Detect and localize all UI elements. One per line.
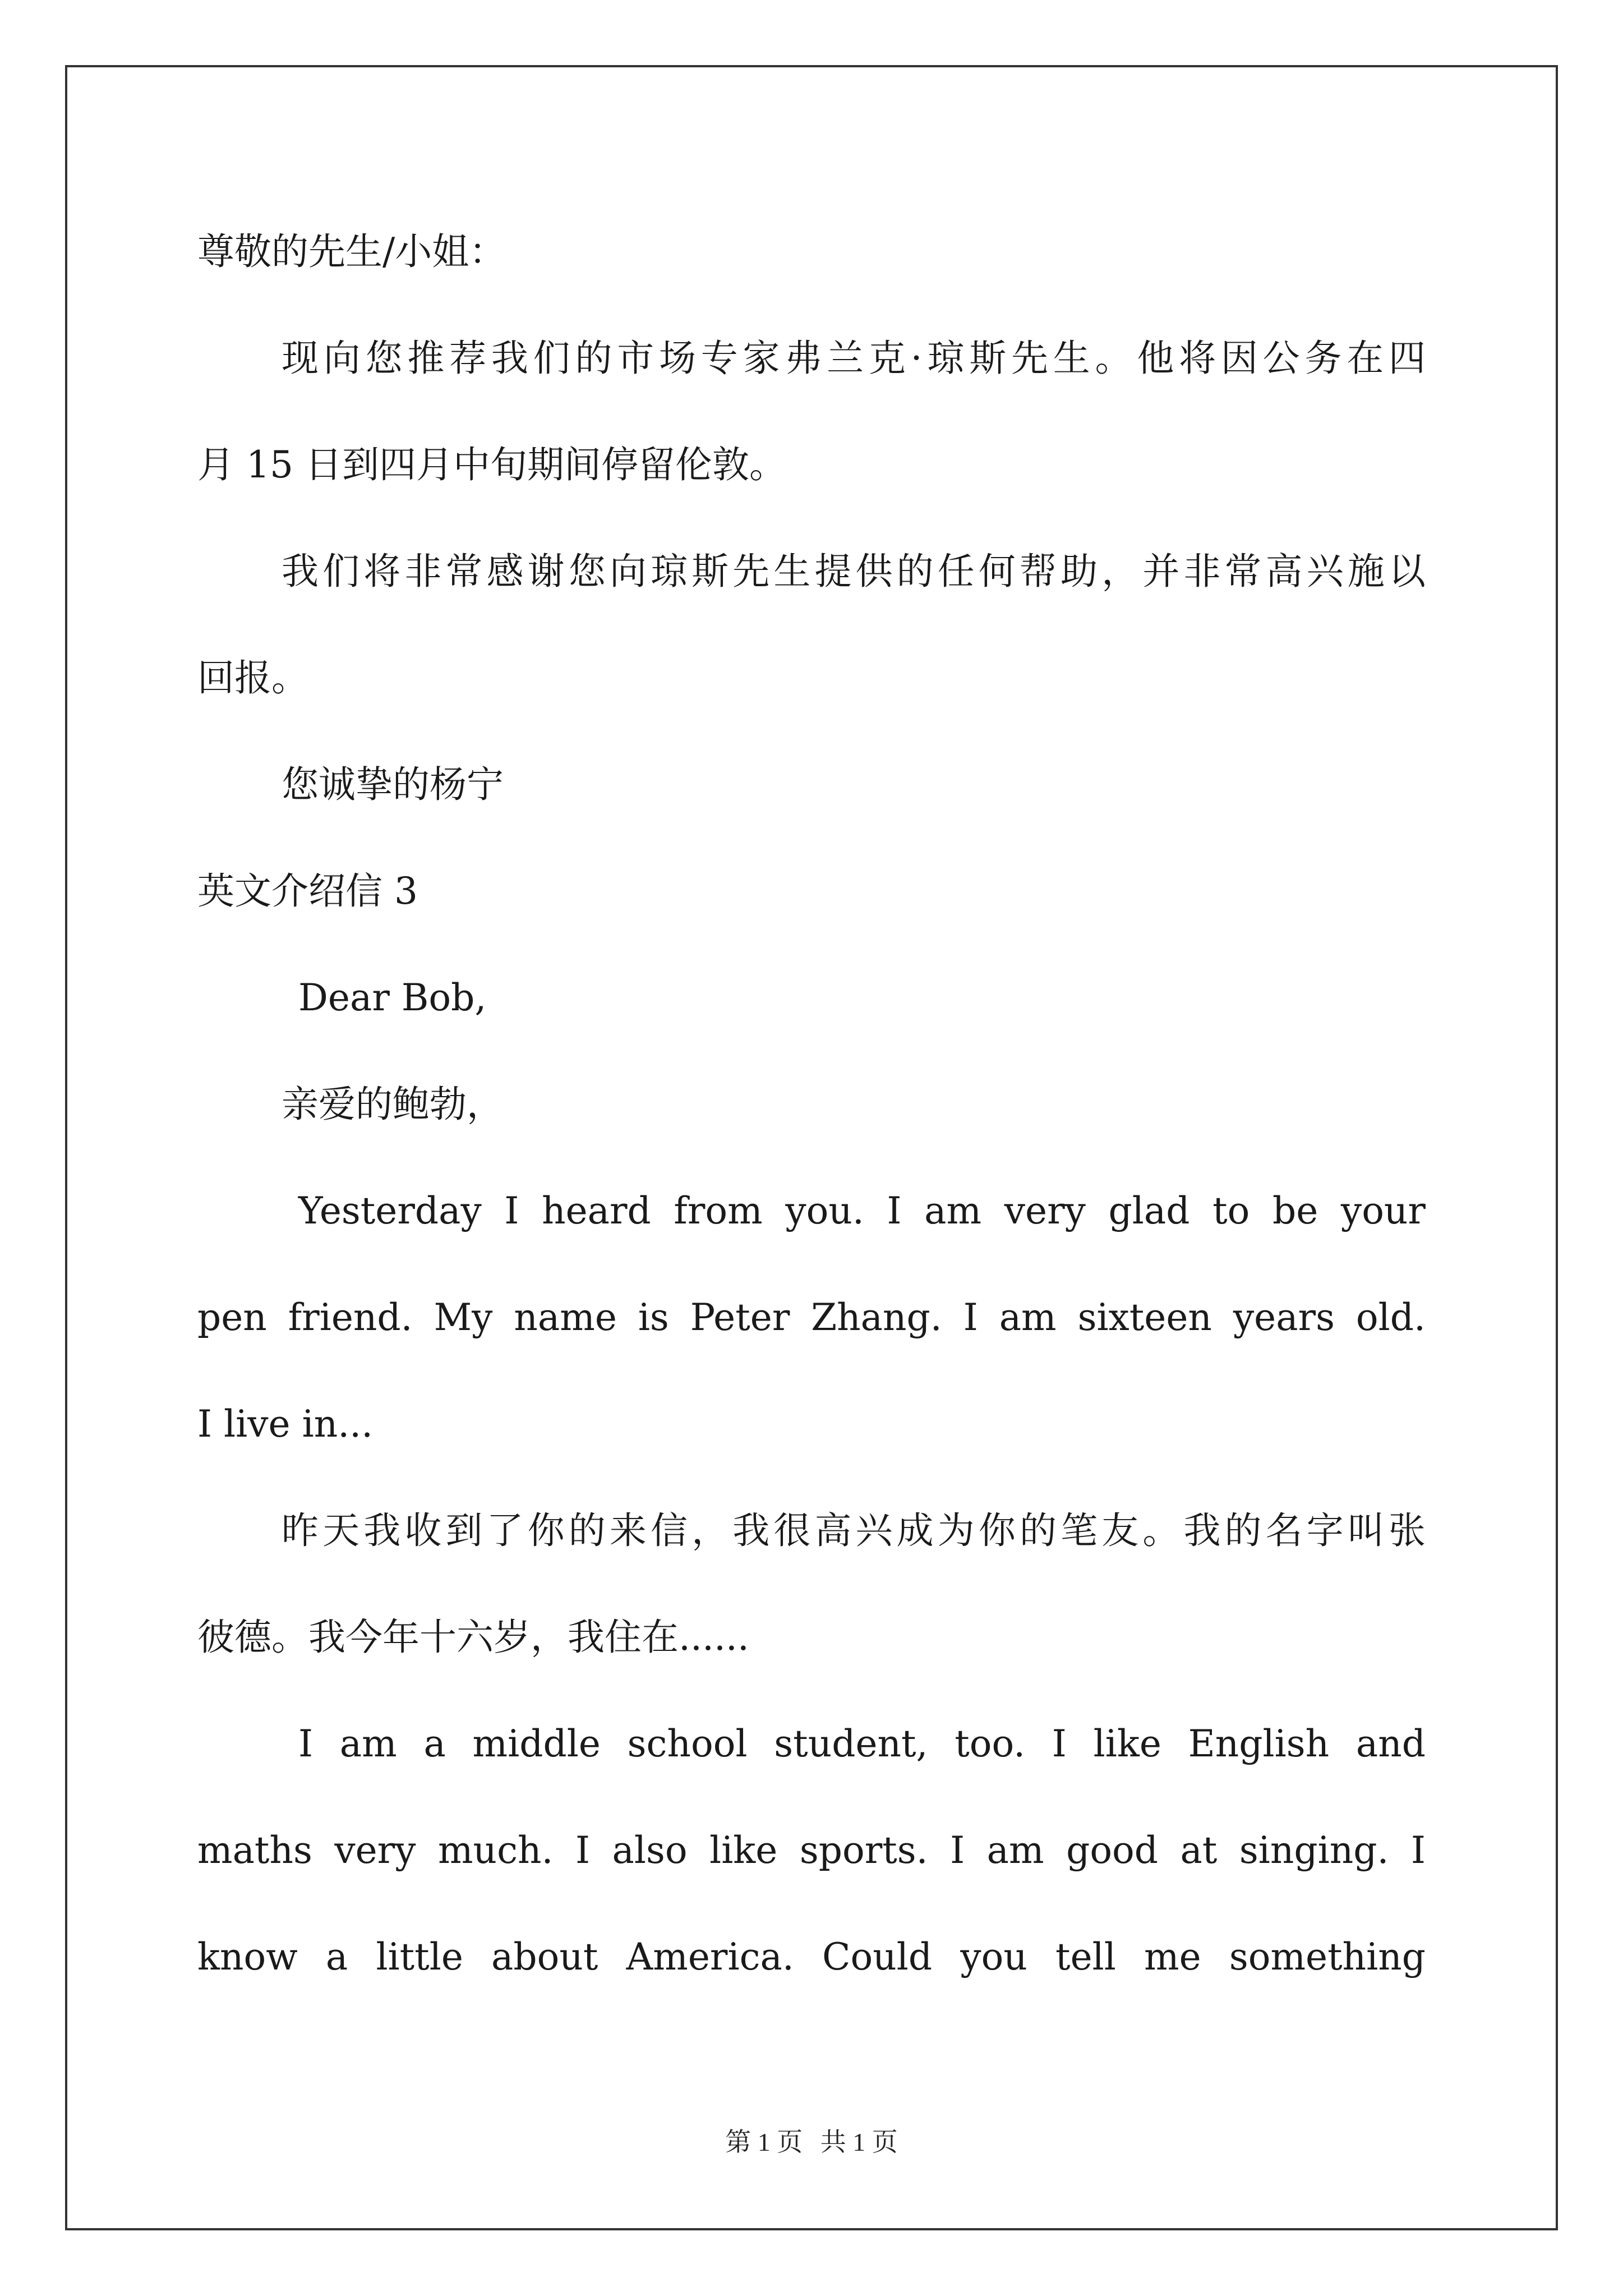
page-footer [0,2129,1623,2155]
page-border [65,65,1558,2230]
paragraph-line: pen friend. My name is Peter Zhang. I am sixteen years old. [197,1296,1426,1339]
section-heading: 英文介绍信 3 [197,869,418,913]
salutation: 尊敬的先生/小姐： [197,230,506,273]
paragraph-line: know a little about America. Could you tell me something [197,1935,1426,1978]
paragraph-line: 回报。 [197,656,308,700]
paragraph-line: 昨天我收到了你的来信，我很高兴成为你的笔友。我的名字叫张 [282,1509,1426,1552]
paragraph-line: Yesterday I heard from you. I am very glad to be your [298,1189,1426,1232]
paragraph-line: 彼德。我今年十六岁，我住在...... [197,1616,749,1659]
greeting-chinese: 亲爱的鲍勃， [282,1083,504,1126]
paragraph-line: 现向您推荐我们的市场专家弗兰克·琼斯先生。他将因公务在四 [282,337,1426,380]
paragraph-line: 月 15 日到四月中旬期间停留伦敦。 [197,443,786,486]
greeting-english: Dear Bob, [298,976,487,1019]
page-number: 第 1 页 [725,2128,803,2156]
closing-signature: 您诚挚的杨宁 [282,763,504,806]
page-count: 共 1 页 [820,2128,898,2156]
paragraph-line: I am a middle school student, too. I like English and [298,1722,1426,1765]
paragraph-line: I live in... [197,1402,374,1446]
paragraph-line: maths very much. I also like sports. I am good at singing. I [197,1829,1426,1872]
paragraph-line: 我们将非常感谢您向琼斯先生提供的任何帮助，并非常高兴施以 [282,550,1426,593]
